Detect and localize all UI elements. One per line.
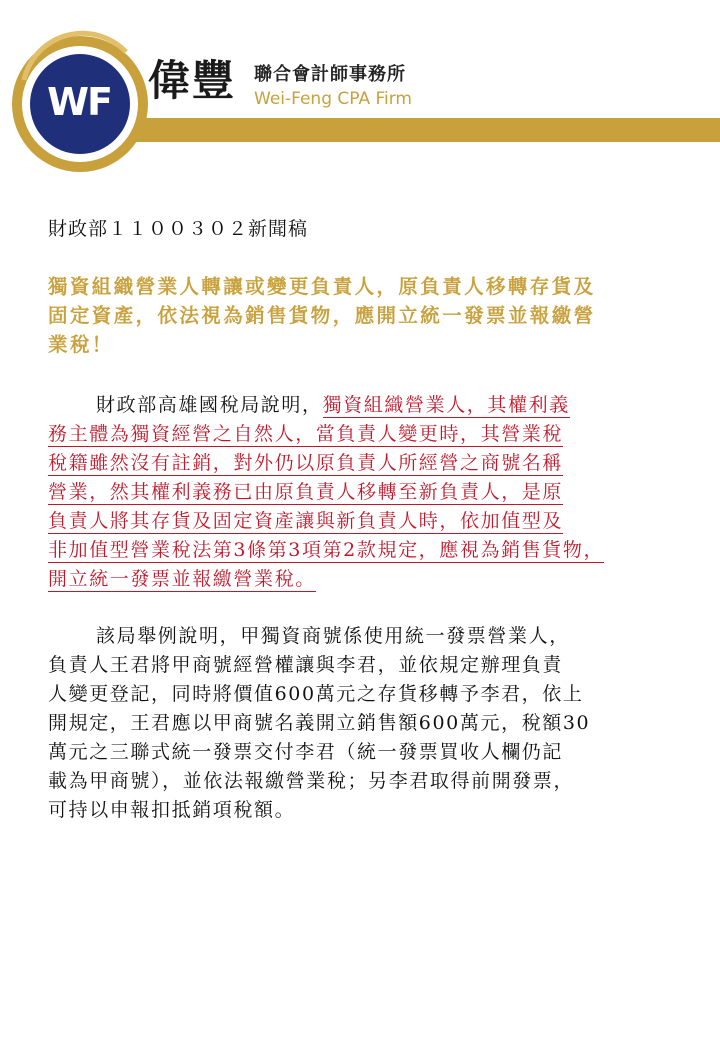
press-release-title: 財政部１１００３０２新聞稿 (48, 218, 309, 240)
firm-name-cn: 偉豐 (148, 56, 237, 105)
headline-line: 業稅！ (48, 333, 114, 356)
highlighted-text: 稅籍雖然沒有註銷，對外仍以原負責人所經營之商號名稱 (48, 452, 564, 474)
firm-subtitle-cn: 聯合會計師事務所 (254, 64, 406, 85)
logo-wf: WF (47, 80, 111, 124)
paragraph-line: 負責人王君將甲商號經營權讓與李君，並依規定辦理負責 (48, 654, 564, 676)
paragraph-line: 萬元之三聯式統一發票交付李君（統一發票買收人欄仍記 (48, 741, 564, 763)
headline-line: 獨資組織營業人轉讓或變更負責人，原負責人移轉存貨及 (48, 275, 596, 298)
paragraph-line (48, 478, 688, 507)
paragraph-line: 載為甲商號），並依法報繳營業稅；另李君取得前開發票， (48, 770, 575, 792)
highlighted-text: 務主體為獨資經營之自然人，當負責人變更時，其營業稅 (48, 423, 564, 445)
paragraph-line: 人變更登記，同時將價值600萬元之存貨移轉予李君，依上 (48, 683, 584, 705)
paragraph-lead: 財政部高雄國稅局說明， (96, 394, 323, 416)
highlighted-text: 獨資組織營業人，其權利義 (322, 394, 570, 416)
paragraph-line: 該局舉例說明，甲獨資商號係使用統一發票營業人， (96, 625, 570, 647)
firm-subtitle-en: Wei-Feng CPA Firm (254, 89, 412, 109)
highlighted-text: 開立統一發票並報繳營業稅。 (48, 568, 316, 590)
headline-line: 固定資產，依法視為銷售貨物，應開立統一發票並報繳營 (48, 304, 596, 327)
paragraph-line (48, 420, 688, 449)
paragraph-line (48, 449, 688, 478)
highlighted-text: 負責人將其存貨及固定資產讓與新負責人時，依加值型及 (48, 510, 564, 532)
gold-band (78, 118, 720, 142)
paragraph-line: 開規定，王君應以甲商號名義開立銷售額600萬元，稅額30 (48, 712, 591, 734)
headline (48, 272, 676, 359)
paragraph-line: 可持以申報扣抵銷項稅額。 (48, 799, 296, 821)
paragraph-line (48, 507, 688, 536)
paragraph-2 (48, 622, 688, 825)
highlighted-text: 營業，然其權利義務已由原負責人移轉至新負責人，是原 (48, 481, 564, 503)
highlighted-text: 非加值型營業稅法第3條第3項第2款規定，應視為銷售貨物， (48, 539, 605, 561)
letterhead (0, 0, 720, 175)
paragraph-line (48, 536, 688, 565)
paragraph-1 (48, 391, 688, 594)
paragraph-line (48, 391, 688, 420)
paragraph-line (48, 565, 688, 594)
